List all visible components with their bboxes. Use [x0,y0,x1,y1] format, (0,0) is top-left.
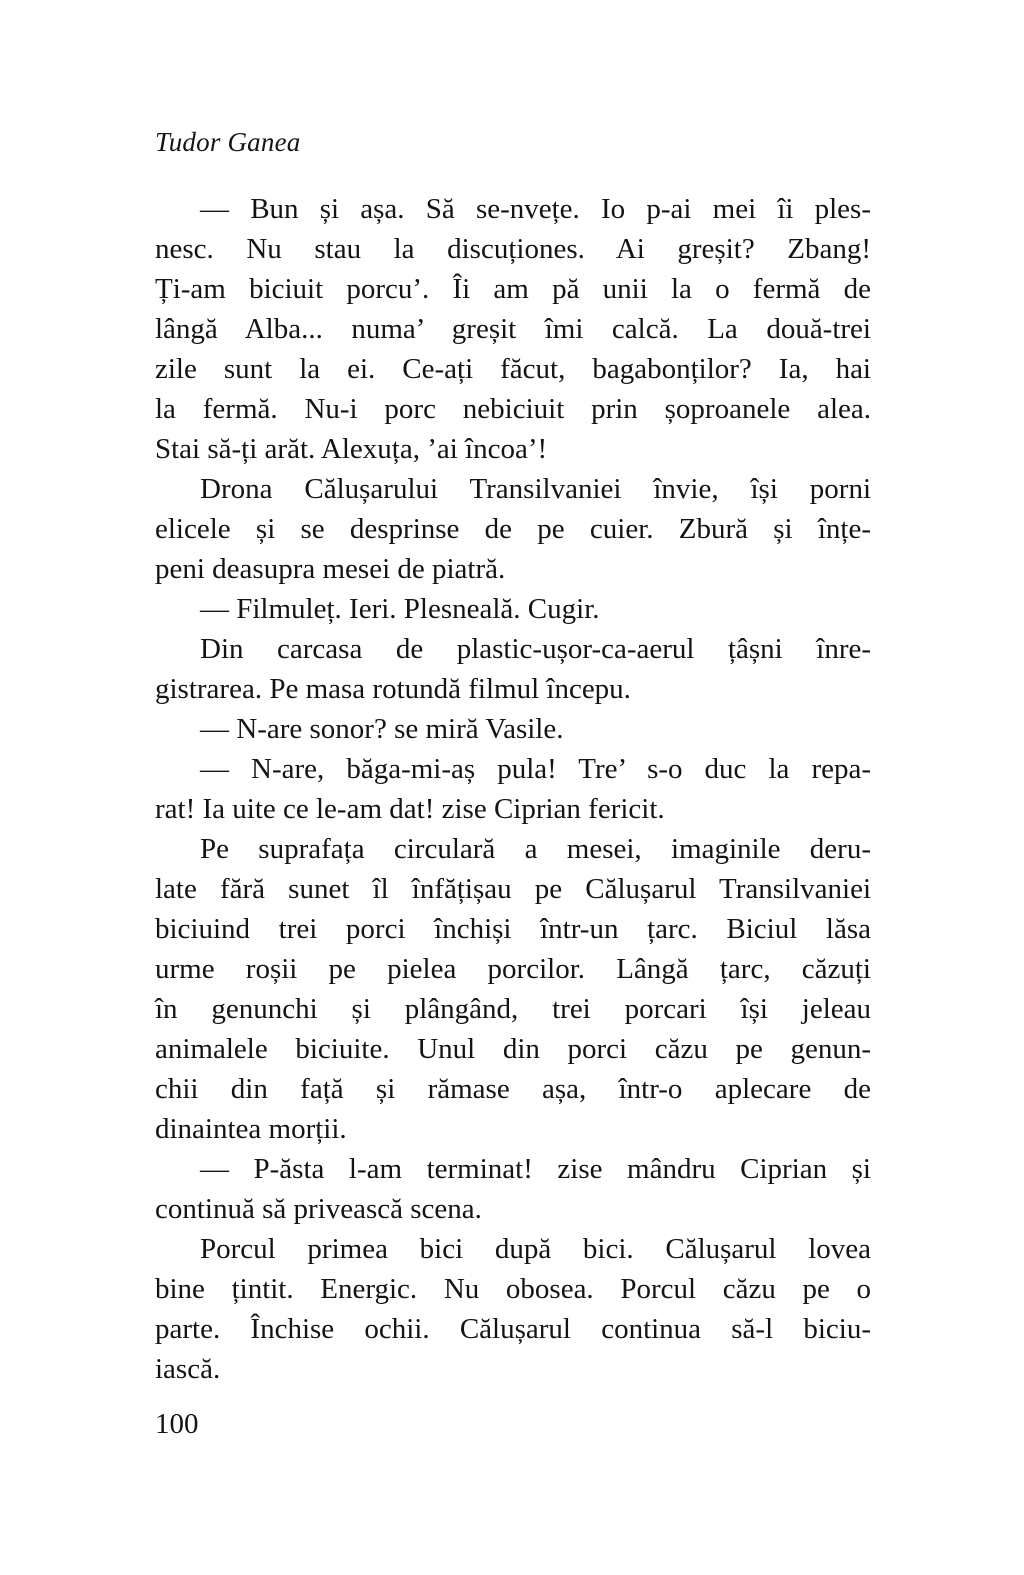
text-line: în genunchi și plângând, trei porcari își jeleau [155,993,871,1025]
text-line: peni deasupra mesei de piatră. [155,553,506,585]
paragraph [155,189,871,469]
paragraph [155,749,871,829]
text-line: Porcul primea bici după bici. Călușarul lovea [200,1233,871,1265]
paragraph [155,629,871,709]
text-line: Din carcasa de plastic-ușor-ca-aerul țâșni înre- [200,633,871,665]
text-line: biciuind trei porci închiși într-un țarc. Biciul lăsa [155,913,871,945]
paragraph [155,1229,871,1389]
body-text [155,189,871,1389]
text-line: animalele biciuite. Unul din porci căzu pe genun- [155,1033,871,1065]
text-line: Stai să-ți arăt. Alexuța, ’ai încoa’! [155,433,548,465]
paragraph [155,1149,871,1229]
text-line: gistrarea. Pe masa rotundă filmul începu. [155,673,631,705]
running-header: Tudor Ganea [155,127,301,157]
text-line: Ți-am biciuit porcu’. Îi am pă unii la o fermă de [155,273,871,305]
text-line: — Bun și așa. Să se-nvețe. Io p-ai mei îi ples- [200,193,871,225]
text-line: iască. [155,1353,221,1385]
text-line: chii din față și rămase așa, într-o aplecare de [155,1073,871,1105]
text-line: elicele și se desprinse de pe cuier. Zbură și înțe- [155,513,871,545]
text-line: la fermă. Nu-i porc nebiciuit prin șoproanele alea. [155,393,871,425]
text-line: late fără sunet îl înfățișau pe Călușarul Transilvaniei [155,873,871,905]
paragraph [155,829,871,1149]
text-line: rat! Ia uite ce le-am dat! zise Ciprian fericit. [155,793,665,825]
page-number: 100 [155,1408,199,1440]
paragraph [155,589,871,629]
text-line: urme roșii pe pielea porcilor. Lângă țarc, căzuți [155,953,871,985]
paragraph [155,469,871,589]
text-line: continuă să privească scena. [155,1193,482,1225]
text-line: — Filmuleț. Ieri. Plesneală. Cugir. [200,593,600,625]
text-line: lângă Alba... numa’ greșit îmi calcă. La două-trei [155,313,871,345]
text-line: parte. Închise ochii. Călușarul continua să-l biciu- [155,1313,871,1345]
text-line: Pe suprafața circulară a mesei, imaginile deru- [200,833,871,865]
text-line: dinaintea morții. [155,1113,347,1145]
paragraph [155,709,871,749]
text-line: nesc. Nu stau la discuționes. Ai greșit? Zbang! [155,233,871,265]
text-line: Drona Călușarului Transilvaniei învie, își porni [200,473,871,505]
text-line: — P-ăsta l-am terminat! zise mândru Ciprian și [200,1153,871,1185]
text-line: — N-are, băga-mi-aș pula! Tre’ s-o duc la repa- [200,753,871,785]
text-line: zile sunt la ei. Ce-ați făcut, bagabonților? Ia, hai [155,353,871,385]
text-line: — N-are sonor? se miră Vasile. [200,713,564,745]
text-line: bine țintit. Energic. Nu obosea. Porcul căzu pe o [155,1273,871,1305]
